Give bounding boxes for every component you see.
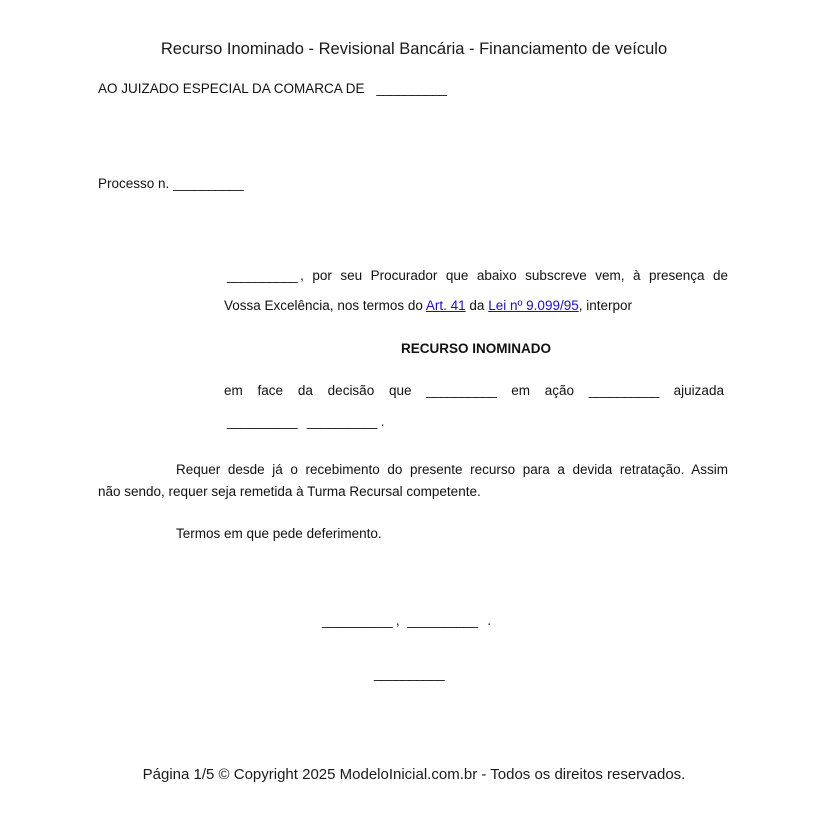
process-line bbox=[98, 176, 243, 191]
law-9099-link[interactable]: Lei nº 9.099/95 bbox=[488, 298, 579, 313]
filed-blank-2: __________ bbox=[306, 414, 377, 429]
intro-text-3: , interpor bbox=[578, 298, 633, 313]
page-footer: Página 1/5 © Copyright 2025 ModeloInicial.com.br - Todos os direitos reservados. bbox=[142, 766, 686, 783]
action-blank: __________ bbox=[588, 383, 659, 398]
decision-word: face bbox=[257, 383, 284, 398]
request-line-2: não sendo, requer seja remetida à Turma Recursal competente. bbox=[98, 484, 481, 499]
process-label: Processo n. bbox=[98, 176, 170, 191]
filed-blank-1: __________ bbox=[227, 414, 298, 429]
decision-word: ajuizada bbox=[673, 383, 724, 398]
intro-line-1 bbox=[227, 268, 728, 283]
request-text-1: Requer desde já o recebimento do presente recurso para a devida retratação. Assim bbox=[176, 462, 728, 477]
date-blank: __________ bbox=[407, 613, 478, 628]
intro-connector: da bbox=[469, 298, 485, 313]
article-41-link[interactable]: Art. 41 bbox=[425, 298, 466, 313]
signature-blank: __________ bbox=[374, 666, 445, 681]
decision-word: decisão bbox=[327, 383, 375, 398]
decision-line bbox=[224, 383, 724, 398]
place-date-line bbox=[322, 613, 491, 628]
decision-blank: __________ bbox=[426, 383, 497, 398]
court-blank: __________ bbox=[376, 81, 447, 96]
signature-line bbox=[374, 666, 444, 681]
decision-word: que bbox=[389, 383, 412, 398]
decision-line-2 bbox=[227, 414, 384, 429]
intro-text-2: Vossa Excelência, nos termos do bbox=[224, 298, 423, 313]
process-blank: __________ bbox=[173, 176, 244, 191]
document-title: Recurso Inominado - Revisional Bancária - Financiamento de veículo bbox=[160, 40, 668, 58]
decision-word: em bbox=[511, 383, 530, 398]
decision-end: . bbox=[380, 414, 385, 429]
section-heading: RECURSO INOMINADO bbox=[400, 341, 551, 356]
intro-line-2 bbox=[224, 298, 632, 313]
intro-text-1: , por seu Procurador que abaixo subscreve vem, à presença de bbox=[300, 268, 728, 283]
court-label: AO JUIZADO ESPECIAL DA COMARCA DE bbox=[98, 81, 365, 96]
decision-word: ação bbox=[544, 383, 575, 398]
request-line-1 bbox=[176, 462, 728, 477]
place-blank: __________ bbox=[322, 613, 393, 628]
intro-party-blank: __________ bbox=[227, 268, 298, 283]
decision-word: da bbox=[297, 383, 313, 398]
court-line bbox=[98, 81, 446, 96]
decision-word: em bbox=[224, 383, 243, 398]
place-date-end: . bbox=[487, 613, 492, 628]
place-date-separator: , bbox=[395, 613, 400, 628]
closing-text: Termos em que pede deferimento. bbox=[176, 526, 382, 541]
